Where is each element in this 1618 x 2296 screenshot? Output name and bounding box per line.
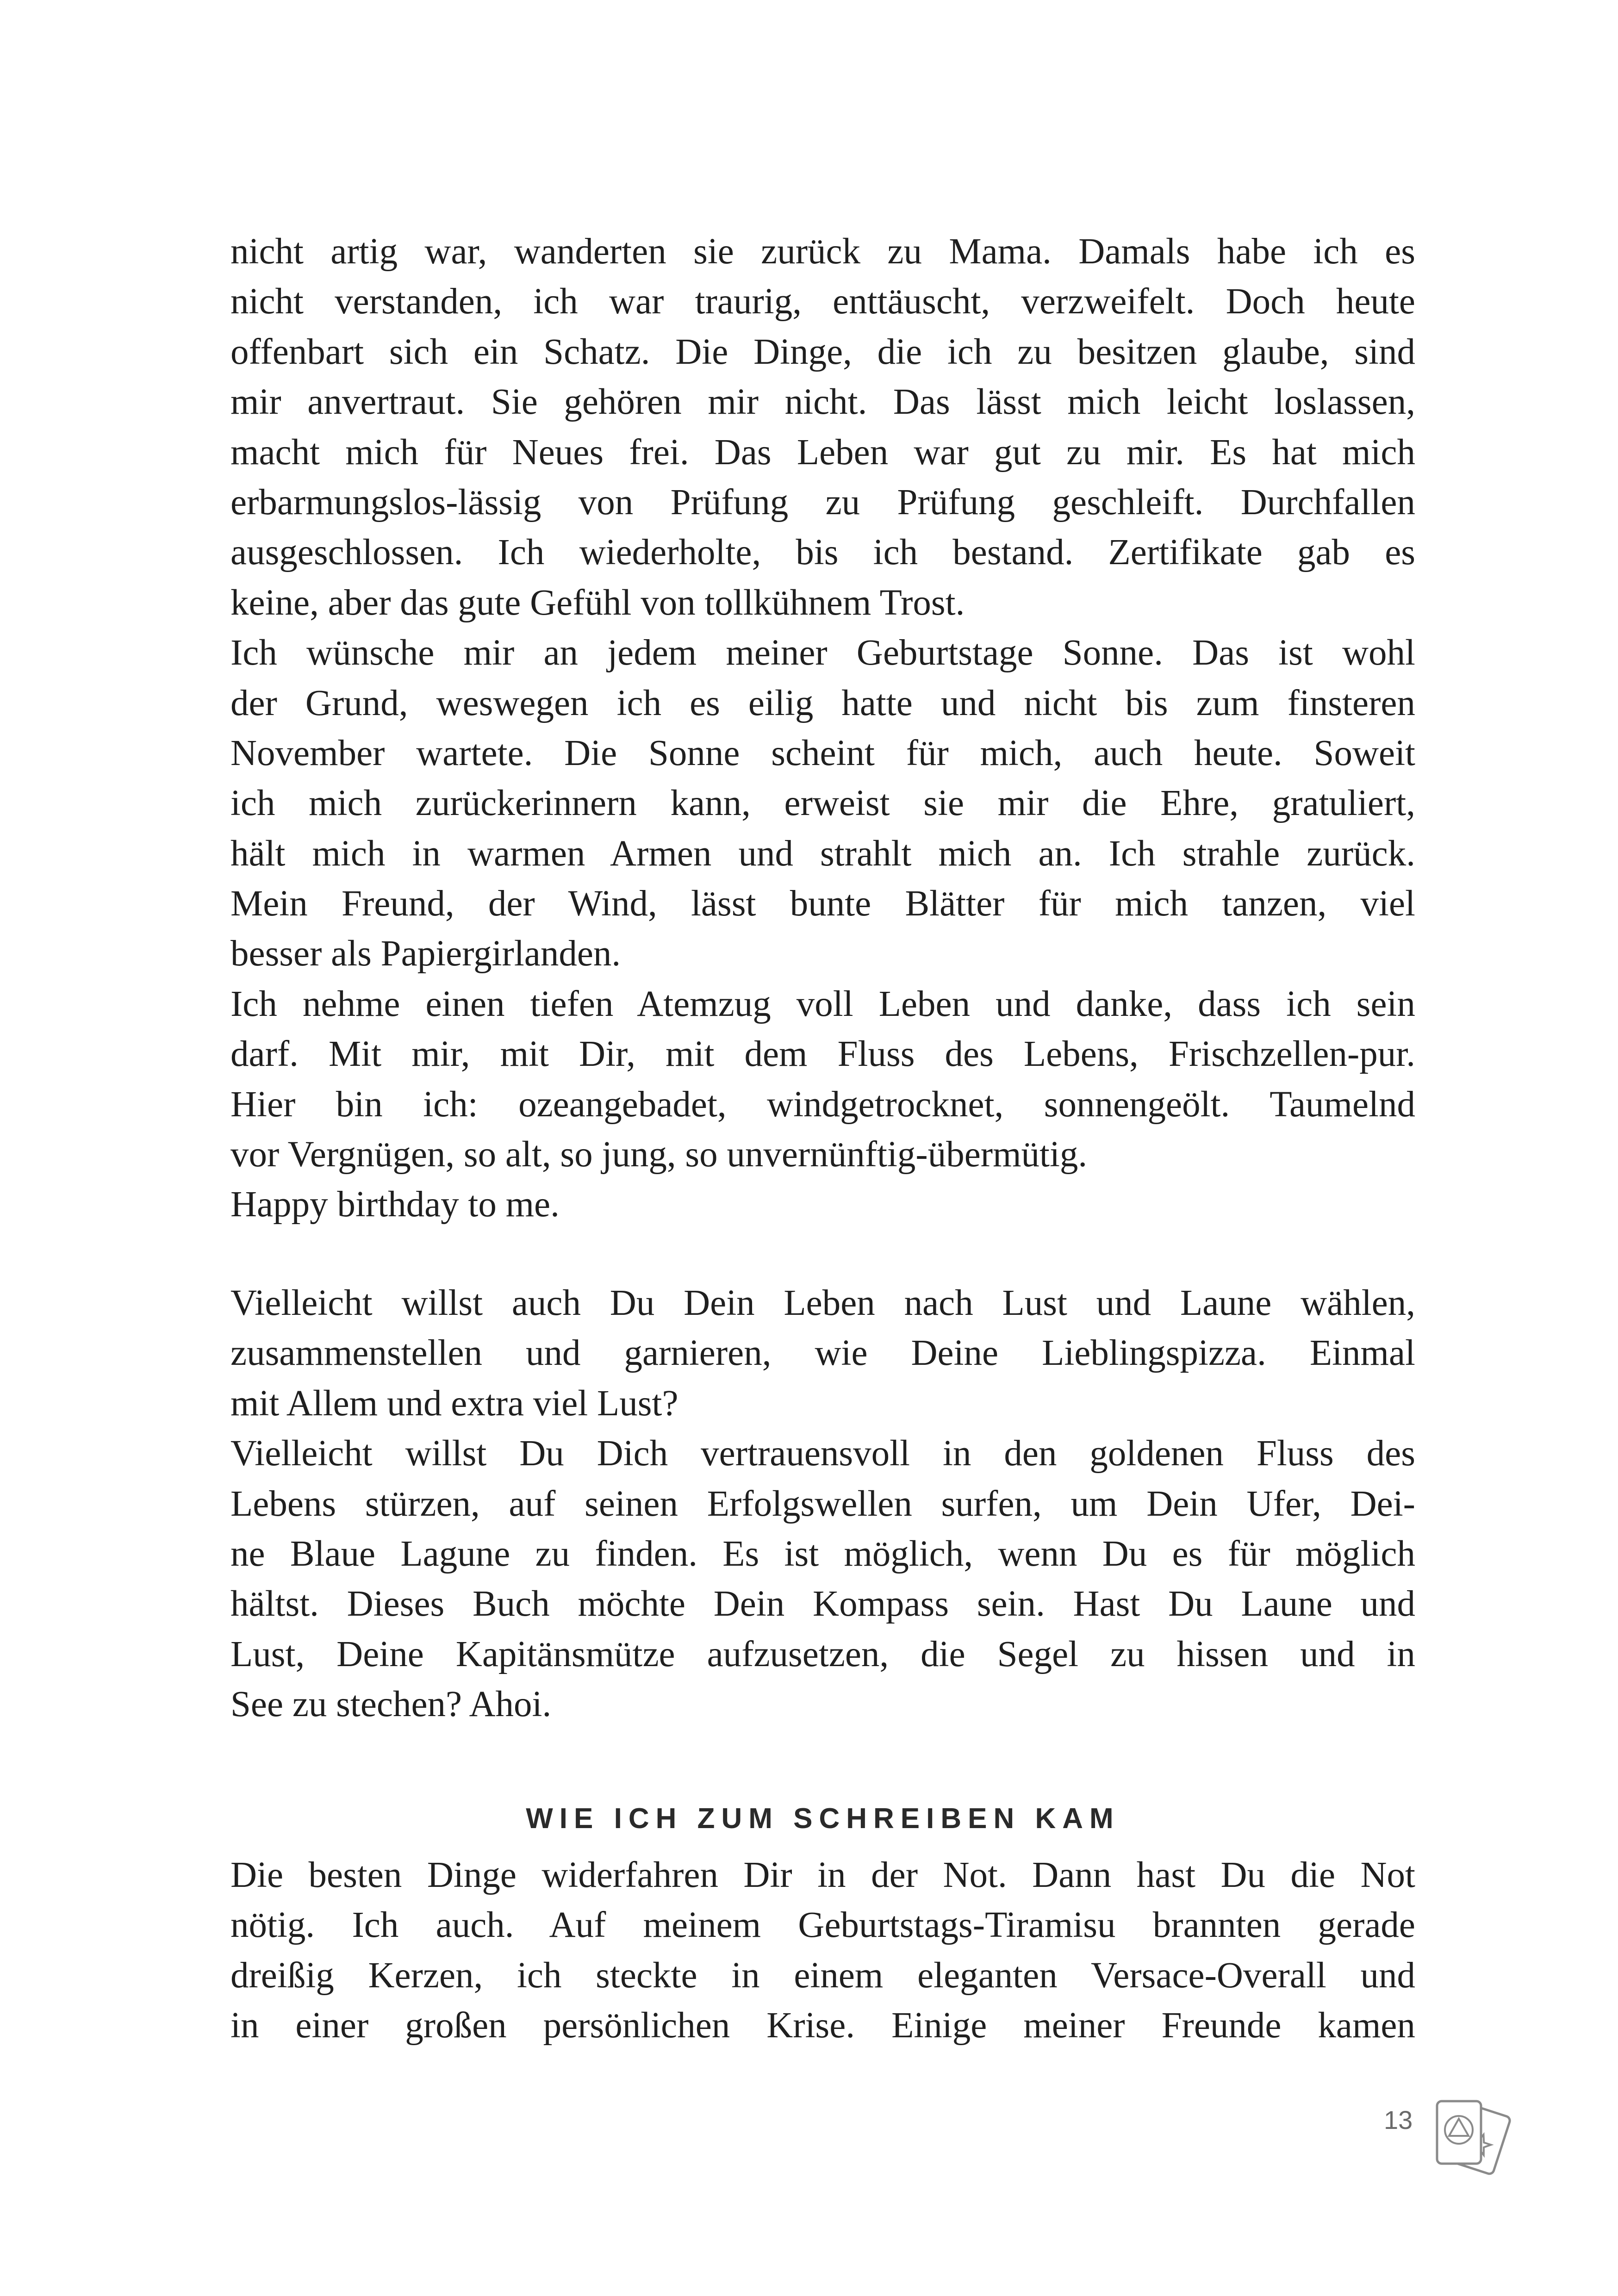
text-line: der Grund, weswegen ich es eilig hatte und nicht bis zum finsteren (230, 683, 1415, 723)
body-text-block-1 (230, 227, 1415, 1230)
text-line: nicht artig war, wanderten sie zurück zu Mama. Damals habe ich es (230, 231, 1415, 272)
text-line: hältst. Dieses Buch möchte Dein Kompass sein. Hast Du Laune und (230, 1584, 1415, 1624)
text-line: Hier bin ich: ozeangebadet, windgetrocknet, sonnengeölt. Taumelnd (230, 1084, 1415, 1125)
text-line: Ich nehme einen tiefen Atemzug voll Leben und danke, dass ich sein (230, 983, 1415, 1024)
body-text-block-2 (230, 1278, 1415, 1730)
text-line: dreißig Kerzen, ich steckte in einem eleganten Versace-Overall und (230, 1955, 1415, 1996)
text-line: Mein Freund, der Wind, lässt bunte Blätter für mich tanzen, viel (230, 884, 1415, 924)
text-line: mir anvertraut. Sie gehören mir nicht. Das lässt mich leicht loslassen, (230, 382, 1415, 423)
text-line: erbarmungslos-lässig von Prüfung zu Prüfung geschleift. Durchfallen (230, 482, 1415, 523)
text-line: Vielleicht willst auch Du Dein Leben nach Lust und Laune wählen, (230, 1283, 1415, 1323)
text-line: Die besten Dinge widerfahren Dir in der Not. Dann hast Du die Not (230, 1855, 1415, 1895)
text-line: ne Blaue Lagune zu finden. Es ist möglich, wenn Du es für möglich (230, 1533, 1415, 1574)
text-line: ausgeschlossen. Ich wiederholte, bis ich bestand. Zertifikate gab es (230, 532, 1415, 573)
text-line: offenbart sich ein Schatz. Die Dinge, die ich zu besitzen glaube, sind (230, 331, 1415, 372)
text-line: besser als Papiergirlanden. (230, 933, 621, 974)
body-text-block-3 (230, 1850, 1415, 2051)
text-line: macht mich für Neues frei. Das Leben war gut zu mir. Es hat mich (230, 432, 1415, 473)
text-line: ich mich zurückerinnern kann, erweist sie mir die Ehre, gratuliert, (230, 783, 1415, 824)
tarot-cards-icon (1428, 2092, 1520, 2184)
text-line: Vielleicht willst Du Dich vertrauensvoll in den goldenen Fluss des (230, 1433, 1415, 1474)
text-line: Lust, Deine Kapitänsmütze aufzusetzen, die Segel zu hissen und in (230, 1634, 1415, 1674)
text-line: keine, aber das gute Gefühl von tollkühnem Trost. (230, 582, 965, 623)
page-number: 13 (1384, 2105, 1413, 2134)
section-heading: WIE ICH ZUM SCHREIBEN KAM (526, 1803, 1120, 1835)
text-line: Ich wünsche mir an jedem meiner Geburtstage Sonne. Das ist wohl (230, 633, 1415, 673)
text-line: November wartete. Die Sonne scheint für mich, auch heute. Soweit (230, 733, 1415, 773)
text-line: in einer großen persönlichen Krise. Einige meiner Freunde kamen (230, 2005, 1415, 2046)
text-line: hält mich in warmen Armen und strahlt mich an. Ich strahle zurück. (230, 833, 1415, 874)
text-line: Lebens stürzen, auf seinen Erfolgswellen surfen, um Dein Ufer, Dei- (230, 1483, 1415, 1524)
text-line: nötig. Ich auch. Auf meinem Geburtstags-Tiramisu brannten gerade (230, 1905, 1415, 1946)
text-line: darf. Mit mir, mit Dir, mit dem Fluss des Lebens, Frischzellen-pur. (230, 1034, 1415, 1075)
text-line: Happy birthday to me. (230, 1184, 560, 1225)
text-line: mit Allem und extra viel Lust? (230, 1383, 678, 1424)
text-line: nicht verstanden, ich war traurig, enttäuscht, verzweifelt. Doch heute (230, 281, 1415, 322)
text-line: zusammenstellen und garnieren, wie Deine Lieblingspizza. Einmal (230, 1333, 1415, 1374)
text-line: vor Vergnügen, so alt, so jung, so unvernünftig-übermütig. (230, 1134, 1088, 1175)
text-line: See zu stechen? Ahoi. (230, 1684, 552, 1725)
